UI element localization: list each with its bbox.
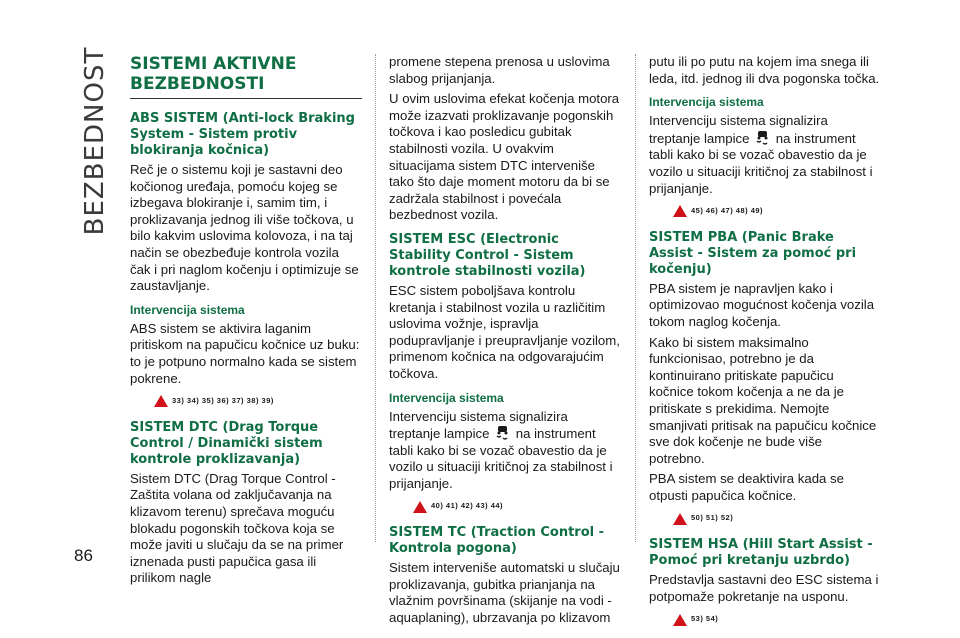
tc-subheading: Intervencija sistema (649, 95, 764, 110)
dtc-paragraph: Sistem DTC (Drag Torque Control - Zaštita volana od zaključavanja na klizavom terenu) sprečava moguću blokadu pogonskih točkova koja se može javiti u slučaju da se na primer iznenada pusti papučica gasa ili prilikom nagle (130, 470, 344, 586)
column-divider (375, 54, 377, 542)
tc-heading: SISTEM TC (Traction Control - Kontrola pogona) (389, 525, 605, 557)
column-3 (649, 54, 881, 638)
abs-subheading: Intervencija sistema (130, 302, 245, 317)
esc-paragraph: ESC sistem poboljšava kontrolu kretanja i stabilnost vozila u različitim uslovima vožnje, ispravlja podupravljanje i preupravljanje vozilom, primenom kočnica na odgovarajućim točkova. (389, 282, 620, 381)
esc-intervention-text-a: Intervenciju sistema signalizira treptanje lampice (389, 408, 568, 442)
warning-triangle-icon (154, 395, 168, 407)
page-number: 86 (74, 546, 93, 565)
warning-ref-list: 40) 41) 42) 43) 44) (431, 501, 504, 511)
warning-triangle-icon (673, 614, 687, 626)
column-1 (130, 54, 362, 591)
dtc-effect-paragraph: U ovim uslovima efekat kočenja motora može izazvati proklizavanje pogonskih točkova i kao posledicu gubitak stabilnosti vozila. U ovakvim situacijama sistem DTC interveniše tako što daje moment motoru da bi se zadržala stabilnost i povećala bezbednost vozila. (389, 91, 620, 223)
tc-intervention-text-b: na instrument tabli kako bi se vozač obavestio da je vozilo u situaciji kritičnoj za stabilnost i prijanjanje. (649, 130, 873, 196)
tc-intervention-text-a: Intervenciju sistema signalizira treptanje lampice (649, 113, 828, 146)
hsa-heading: SISTEM HSA (Hill Start Assist - Pomoć pri kretanju uzbrdo) (649, 537, 873, 569)
dtc-heading: SISTEM DTC (Drag Torque Control / Dinamički sistem kontrole proklizavanja) (130, 419, 323, 467)
section-name: BEZBEDNOST (80, 46, 110, 236)
column-2 (389, 54, 621, 630)
pba-paragraph-3: PBA sistem se deaktivira kada se otpusti papučica kočnice. (649, 471, 844, 503)
tc-continued-paragraph: putu ili po putu na kojem ima snega ili leda, itd. jednog ili dva pogonska točka. (649, 54, 880, 86)
esc-intervention-paragraph (389, 409, 621, 493)
dtc-continued-paragraph: promene stepena prenosa u uslovima slabog prijanjanja. (389, 54, 610, 86)
warning-triangle-icon (673, 513, 687, 525)
abs-intervention-paragraph: ABS sistem se aktivira laganim pritiskom na papučicu kočnice uz buku: to je potpuno normalno kada se sistem pokrene. (130, 320, 360, 386)
warning-ref-list: 45) 46) 47) 48) 49) (691, 206, 764, 216)
warning-refs (413, 498, 621, 515)
abs-heading: ABS SISTEM (Anti-lock Braking System - Sistem protiv blokiranja kočnica) (130, 111, 355, 158)
pba-paragraph-2: Kako bi sistem maksimalno funkcionisao, potrebno je da kontinuirano pritiskate papučicu kočnice tokom kočenja a ne da je pritiskate s prekidima. Nemojte smanjivati pritisak na papučicu kočnice sve dok kočenje ne bude više potrebno. (649, 334, 877, 466)
column-divider (635, 54, 637, 542)
page-title: SISTEMI AKTIVNE BEZBEDNOSTI (130, 54, 362, 99)
abs-paragraph: Reč je o sistemu koji je sastavni deo kočionog uređaja, pomoću kojeg se izbegava blokiranje i, samim tim, i proklizavanja jednog ili više točkova, u bilo kakvim uslovima kolovoza, i na taj način se obezbeđuje kontrola vozila čak i pri naglom kočenju i optimizuje se zaustavljanje. (130, 162, 359, 294)
esc-heading: SISTEM ESC (Electronic Stability Control - Sistem kontrole stabilnosti vozila) (389, 231, 586, 279)
pba-heading: SISTEM PBA (Panic Brake Assist - Sistem za pomoć pri kočenju) (649, 229, 857, 277)
warning-triangle-icon (413, 501, 427, 513)
hsa-paragraph: Predstavlja sastavni deo ESC sistema i potpomaže pokretanje na usponu. (649, 572, 879, 604)
esc-skid-car-icon (495, 425, 510, 441)
warning-triangle-icon (673, 205, 687, 217)
section-side-tab (78, 46, 112, 236)
esc-subheading: Intervencija sistema (389, 390, 504, 405)
esc-intervention-text-b: na instrument tabli kako bi se vozač obavestio da je vozilo u situaciji kritičnoj za stabilnost i prijanjanje. (389, 426, 613, 491)
tc-intervention-paragraph (649, 113, 881, 197)
warning-ref-list: 50) 51) 52) (691, 513, 734, 523)
warning-ref-list: 33) 34) 35) 36) 37) 38) 39) (172, 396, 274, 406)
warning-refs (673, 510, 881, 527)
warning-refs (673, 203, 881, 220)
tc-paragraph: Sistem interveniše automatski u slučaju proklizavanja, gubitka prianjanja na vlažnim površinama (skijanje na vodi - aquaplaning), ubrzavanja po klizavom (389, 560, 620, 625)
warning-refs (673, 611, 881, 628)
warning-ref-list: 53) 54) (691, 614, 719, 624)
esc-skid-car-icon (755, 130, 770, 146)
warning-refs (154, 393, 362, 410)
pba-paragraph-1: PBA sistem je napravljen kako i optimizovao mogućnost kočenja vozila tokom naglog kočenja. (649, 280, 875, 329)
